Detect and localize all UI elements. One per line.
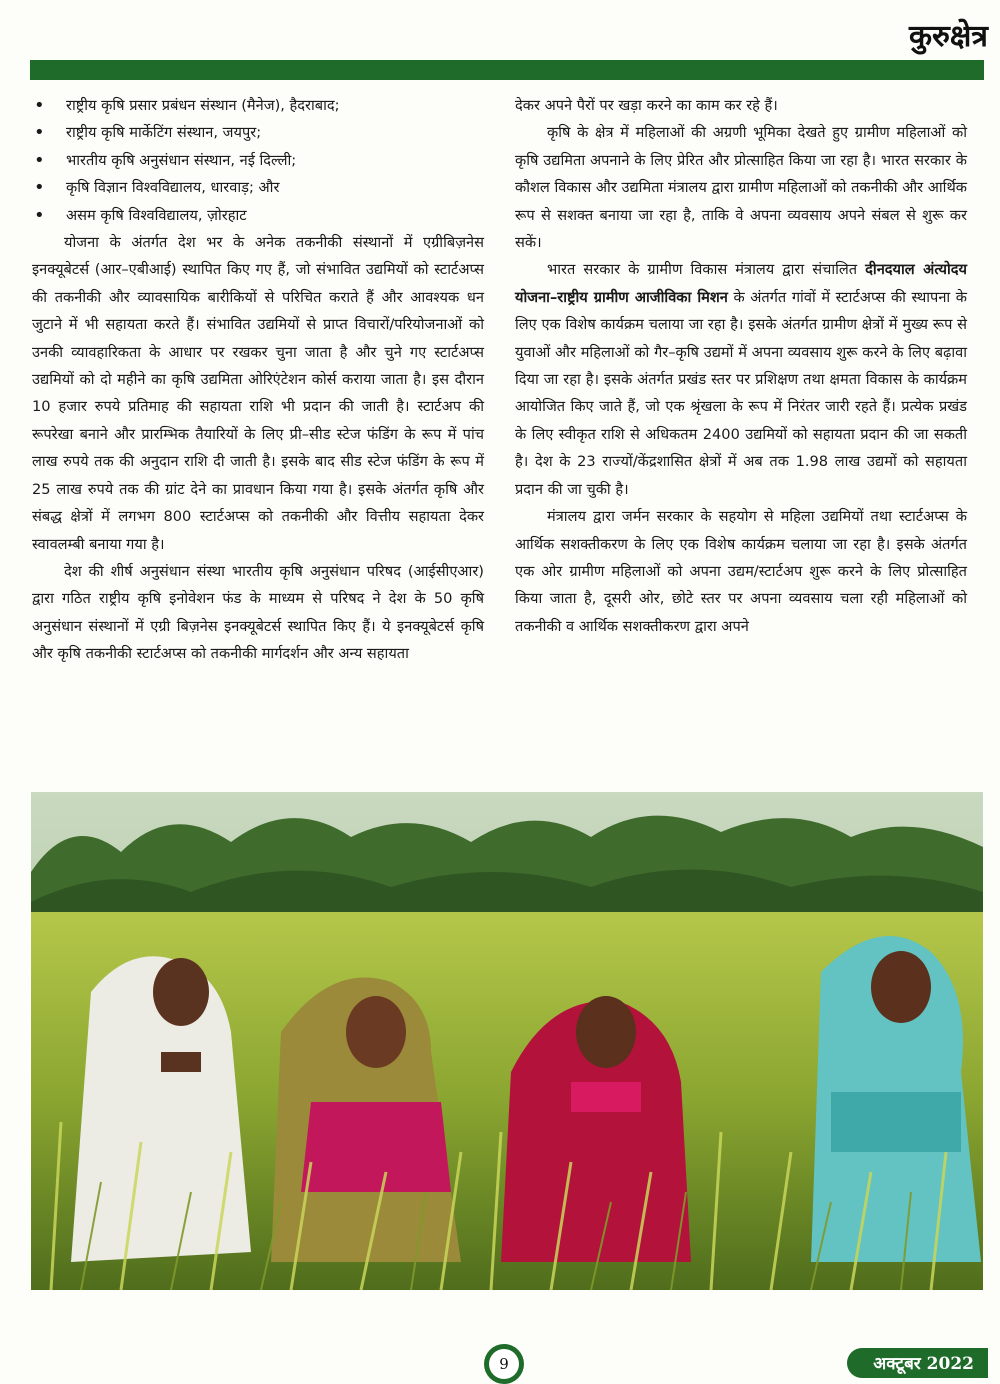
issue-date: अक्टूबर 2022 — [847, 1348, 988, 1378]
body-paragraph: मंत्रालय द्वारा जर्मन सरकार के सहयोग से महिला उद्यमियों तथा स्टार्टअप्स के आर्थिक सशक्तीकरण के लिए एक विशेष कार्यक्रम चलाया जा रहा है। इसके अंतर्गत एक ओर ग्रामीण महिलाओं को अपना उद्यम/स्टार्टअप शुरू करने के लिए प्रोत्साहित किया जाता है, दूसरी ओर, छोटे स्तर पर अपना व्यवसाय चला रही महिलाओं को तकनीकी व आर्थिक सशक्तीकरण द्वारा अपने — [515, 508, 967, 635]
body-paragraph: देकर अपने पैरों पर खड़ा करने का काम कर रहे हैं। — [515, 97, 778, 114]
paragraph-text: के अंतर्गत गांवों में स्टार्टअप्स की स्थापना के लिए एक विशेष कार्यक्रम चलाया जा रहा है। इसके अंतर्गत ग्रामीण क्षेत्रों में मुख्य रूप से युवाओं और महिलाओं को गैर–कृषि उद्यमों में अपना व्यवसाय शुरू करने के लिए बढ़ावा दिया जा रहा है। इसके अंतर्गत प्रखंड स्तर पर प्रशिक्षण तथा क्षमता विकास के कार्यक्रम आयोजित किए जाते हैं, जो एक श्रृंखला के रूप में निरंतर जारी रहते हैं। प्रत्येक प्रखंड के लिए स्वीकृत राशि से अधिकतम 2400 उद्यमियों को सहायता प्रदान की जा सकती है। देश के 23 राज्यों/केंद्रशासित क्षेत्रों में अब तक 1.98 लाख उद्यमों को सहायता प्रदान की जा चुकी है। — [515, 288, 968, 498]
header-rule — [30, 60, 984, 80]
institute-list — [32, 92, 484, 229]
left-column — [32, 92, 484, 668]
body-paragraph: कृषि के क्षेत्र में महिलाओं की अग्रणी भूमिका देखते हुए ग्रामीण महिलाओं को कृषि उद्यमिता अपनाने के लिए प्रेरित और प्रोत्साहित किया जा रहा है। भारत सरकार के कौशल विकास और उद्यमिता मंत्रालय द्वारा ग्रामीण महिलाओं को तकनीकी और आर्थिक रूप से सशक्त बनाया जा रहा है, ताकि वे अपना व्यवसाय अपने संबल से शुरू कर सकें। — [515, 124, 967, 252]
page-number-badge — [484, 1344, 524, 1384]
list-item: • कृषि विज्ञान विश्वविद्यालय, धारवाड़; और — [32, 174, 484, 201]
paragraph-text: भारत सरकार के ग्रामीण विकास मंत्रालय द्वारा संचालित — [547, 261, 858, 279]
page-number: 9 — [489, 1349, 519, 1379]
list-item: • राष्ट्रीय कृषि प्रसार प्रबंधन संस्थान (मैनेज), हैदराबाद; — [32, 92, 484, 119]
right-column — [515, 92, 967, 640]
list-item: • भारतीय कृषि अनुसंधान संस्थान, नई दिल्ली; — [32, 147, 484, 174]
scheme-name: दीनदयाल अंत्योदय योजना–राष्ट्रीय ग्रामीण आजीविका मिशन — [515, 261, 968, 306]
body-paragraph: देश की शीर्ष अनुसंधान संस्था भारतीय कृषि अनुसंधान परिषद (आईसीएआर) द्वारा गठित राष्ट्रीय कृषि इनोवेशन फंड के माध्यम से परिषद ने देश के 50 कृषि अनुसंधान संस्थानों में एग्री बिज़नेस इनक्यूबेटर्स स्थापित किए हैं। ये इनक्यूबेटर्स कृषि और कृषि तकनीकी स्टार्टअप्स को तकनीकी मार्गदर्शन और अन्य सहायता — [32, 562, 484, 663]
body-paragraph: योजना के अंतर्गत देश भर के अनेक तकनीकी संस्थानों में एग्रीबिज़नेस इनक्यूबेटर्स (आर–एबीआई) स्थापित किए गए हैं, जो संभावित उद्यमियों को स्टार्टअप्स की तकनीकी और व्यावसायिक बारीकियों से परिचित कराते हैं और आवश्यक धन जुटाने में भी सहायता करते हैं। संभावित उद्यमियों से प्राप्त विचारों/परियोजनाओं को उनकी व्यावहारिकता के आधार पर रखकर चुना जाता है और चुने गए स्टार्टअप्स उद्यमियों को दो महीने का कृषि उद्यमिता ओरिएंटेशन कोर्स कराया जाता है। इस दौरान 10 हजार रुपये प्रतिमाह की सहायता राशि भी प्रदान की जाती है। स्टार्टअप की रूपरेखा बनाने और प्रारम्भिक तैयारियों के लिए प्री–सीड स्टेज फंडिंग के रूप में पांच लाख रुपये तक की अनुदान राशि दी जाती है। इसके बाद सीड स्टेज फंडिंग के रूप में 25 लाख रुपये तक की ग्रांट देने का प्रावधान किया गया है। इसके अंतर्गत कृषि और संबद्ध क्षेत्रों में लगभग 800 स्टार्टअप्स को तकनीकी और वित्तीय सहायता देकर स्वावलम्बी बनाया गया है। — [32, 234, 484, 553]
body-paragraph — [515, 256, 967, 503]
list-item: • राष्ट्रीय कृषि मार्केटिंग संस्थान, जयपुर; — [32, 119, 484, 146]
women-in-paddy-field-photo — [31, 792, 983, 1290]
list-item: • असम कृषि विश्वविद्यालय, ज़ोरहाट — [32, 202, 484, 229]
magazine-title: कुरुक्षेत्र — [908, 19, 988, 54]
